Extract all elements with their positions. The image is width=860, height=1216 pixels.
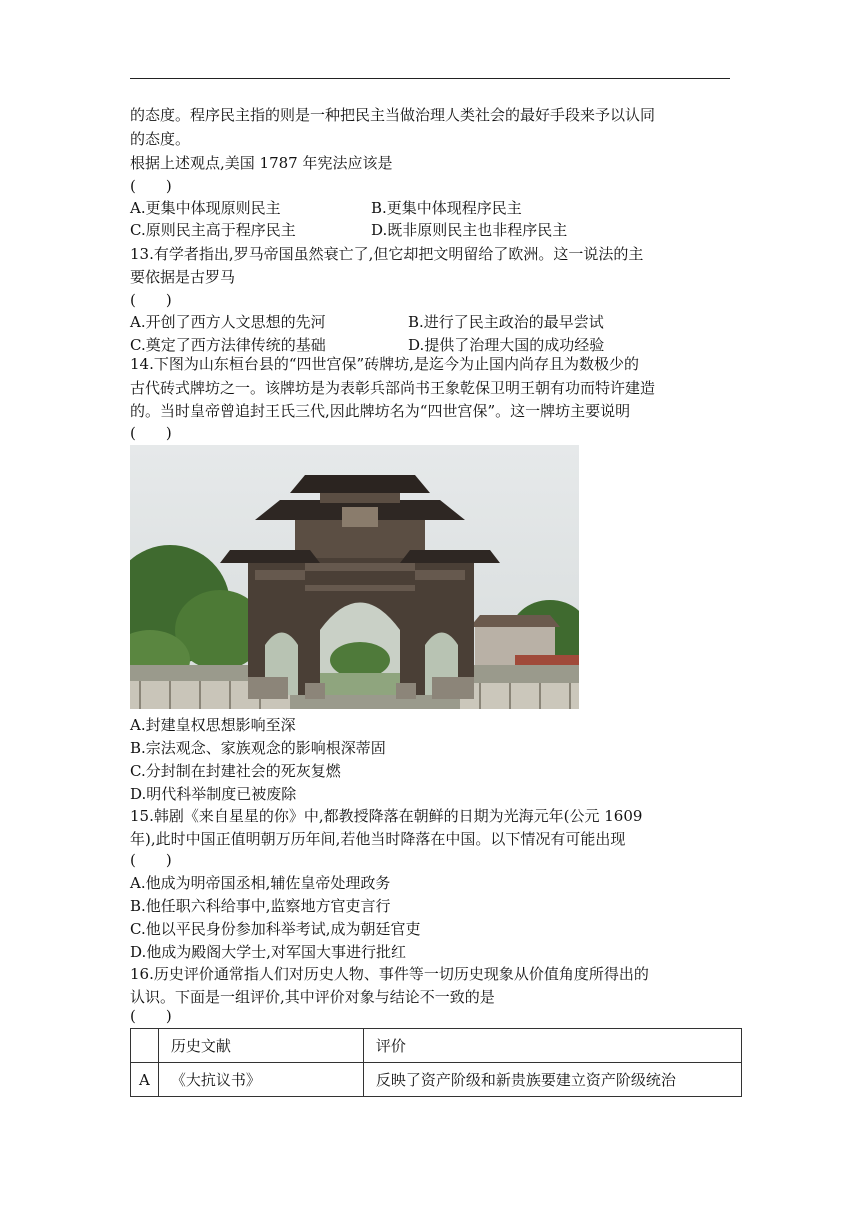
option-a: A.封建皇权思想影响至深 <box>130 716 296 734</box>
option-d: D.既非原则民主也非程序民主 <box>371 221 568 239</box>
table-header-cell <box>131 1029 159 1063</box>
option-c: C.分封制在封建社会的死灰复燃 <box>130 762 341 780</box>
question-14: 14.下图为山东桓台县的“四世宫保”砖牌坊,是迄今为止国内尚存且为数极少的 <box>130 355 639 373</box>
answer-paren: ( ) <box>130 851 172 869</box>
text-line: 根据上述观点,美国 1787 年宪法应该是 <box>130 154 393 172</box>
option-c: C.奠定了西方法律传统的基础 <box>130 336 326 354</box>
option-a: A.他成为明帝国丞相,辅佐皇帝处理政务 <box>130 874 391 892</box>
text-line: 的态度。 <box>130 130 191 148</box>
evaluation-table <box>130 1028 742 1097</box>
question-16: 16.历史评价通常指人们对历史人物、事件等一切历史现象从价值角度所得出的 <box>130 965 649 983</box>
option-d: D.明代科举制度已被废除 <box>130 785 297 803</box>
table-cell: A <box>131 1063 159 1097</box>
table-header-cell: 历史文献 <box>158 1029 363 1063</box>
option-d: D.提供了治理大国的成功经验 <box>408 336 605 354</box>
answer-paren: ( ) <box>130 424 172 442</box>
archway-photo <box>130 445 579 709</box>
header-rule <box>130 78 730 79</box>
table-header-cell: 评价 <box>363 1029 741 1063</box>
option-c: C.他以平民身份参加科举考试,成为朝廷官吏 <box>130 920 421 938</box>
option-a: A.开创了西方人文思想的先河 <box>130 313 326 331</box>
text-line: 要依据是古罗马 <box>130 268 236 286</box>
option-c: C.原则民主高于程序民主 <box>130 221 296 239</box>
text-line: 认识。下面是一组评价,其中评价对象与结论不一致的是 <box>130 988 495 1006</box>
question-15: 15.韩剧《来自星星的你》中,都教授降落在朝鲜的日期为光海元年(公元 1609 <box>130 807 643 825</box>
option-b: B.他任职六科给事中,监察地方官吏言行 <box>130 897 391 915</box>
table-cell: 反映了资产阶级和新贵族要建立资产阶级统治 <box>363 1063 741 1097</box>
text-line: 的。当时皇帝曾追封王氏三代,因此牌坊名为“四世宫保”。这一牌坊主要说明 <box>130 402 631 420</box>
option-b: B.进行了民主政治的最早尝试 <box>408 313 604 331</box>
option-a: A.更集中体现原则民主 <box>130 199 281 217</box>
option-d: D.他成为殿阁大学士,对军国大事进行批红 <box>130 943 407 961</box>
table-header-row <box>131 1029 742 1063</box>
table-row <box>131 1063 742 1097</box>
answer-paren: ( ) <box>130 1007 172 1025</box>
text-line: 年),此时中国正值明朝万历年间,若他当时降落在中国。以下情况有可能出现 <box>130 830 626 848</box>
table-cell: 《大抗议书》 <box>158 1063 363 1097</box>
option-b: B.宗法观念、家族观念的影响根深蒂固 <box>130 739 386 757</box>
option-b: B.更集中体现程序民主 <box>371 199 522 217</box>
answer-paren: ( ) <box>130 291 172 309</box>
text-line: 古代砖式牌坊之一。该牌坊是为表彰兵部尚书王象乾保卫明王朝有功而特许建造 <box>130 379 656 397</box>
question-13: 13.有学者指出,罗马帝国虽然衰亡了,但它却把文明留给了欧洲。这一说法的主 <box>130 245 644 263</box>
answer-paren: ( ) <box>130 177 172 195</box>
text-line: 的态度。程序民主指的则是一种把民主当做治理人类社会的最好手段来予以认同 <box>130 106 656 124</box>
